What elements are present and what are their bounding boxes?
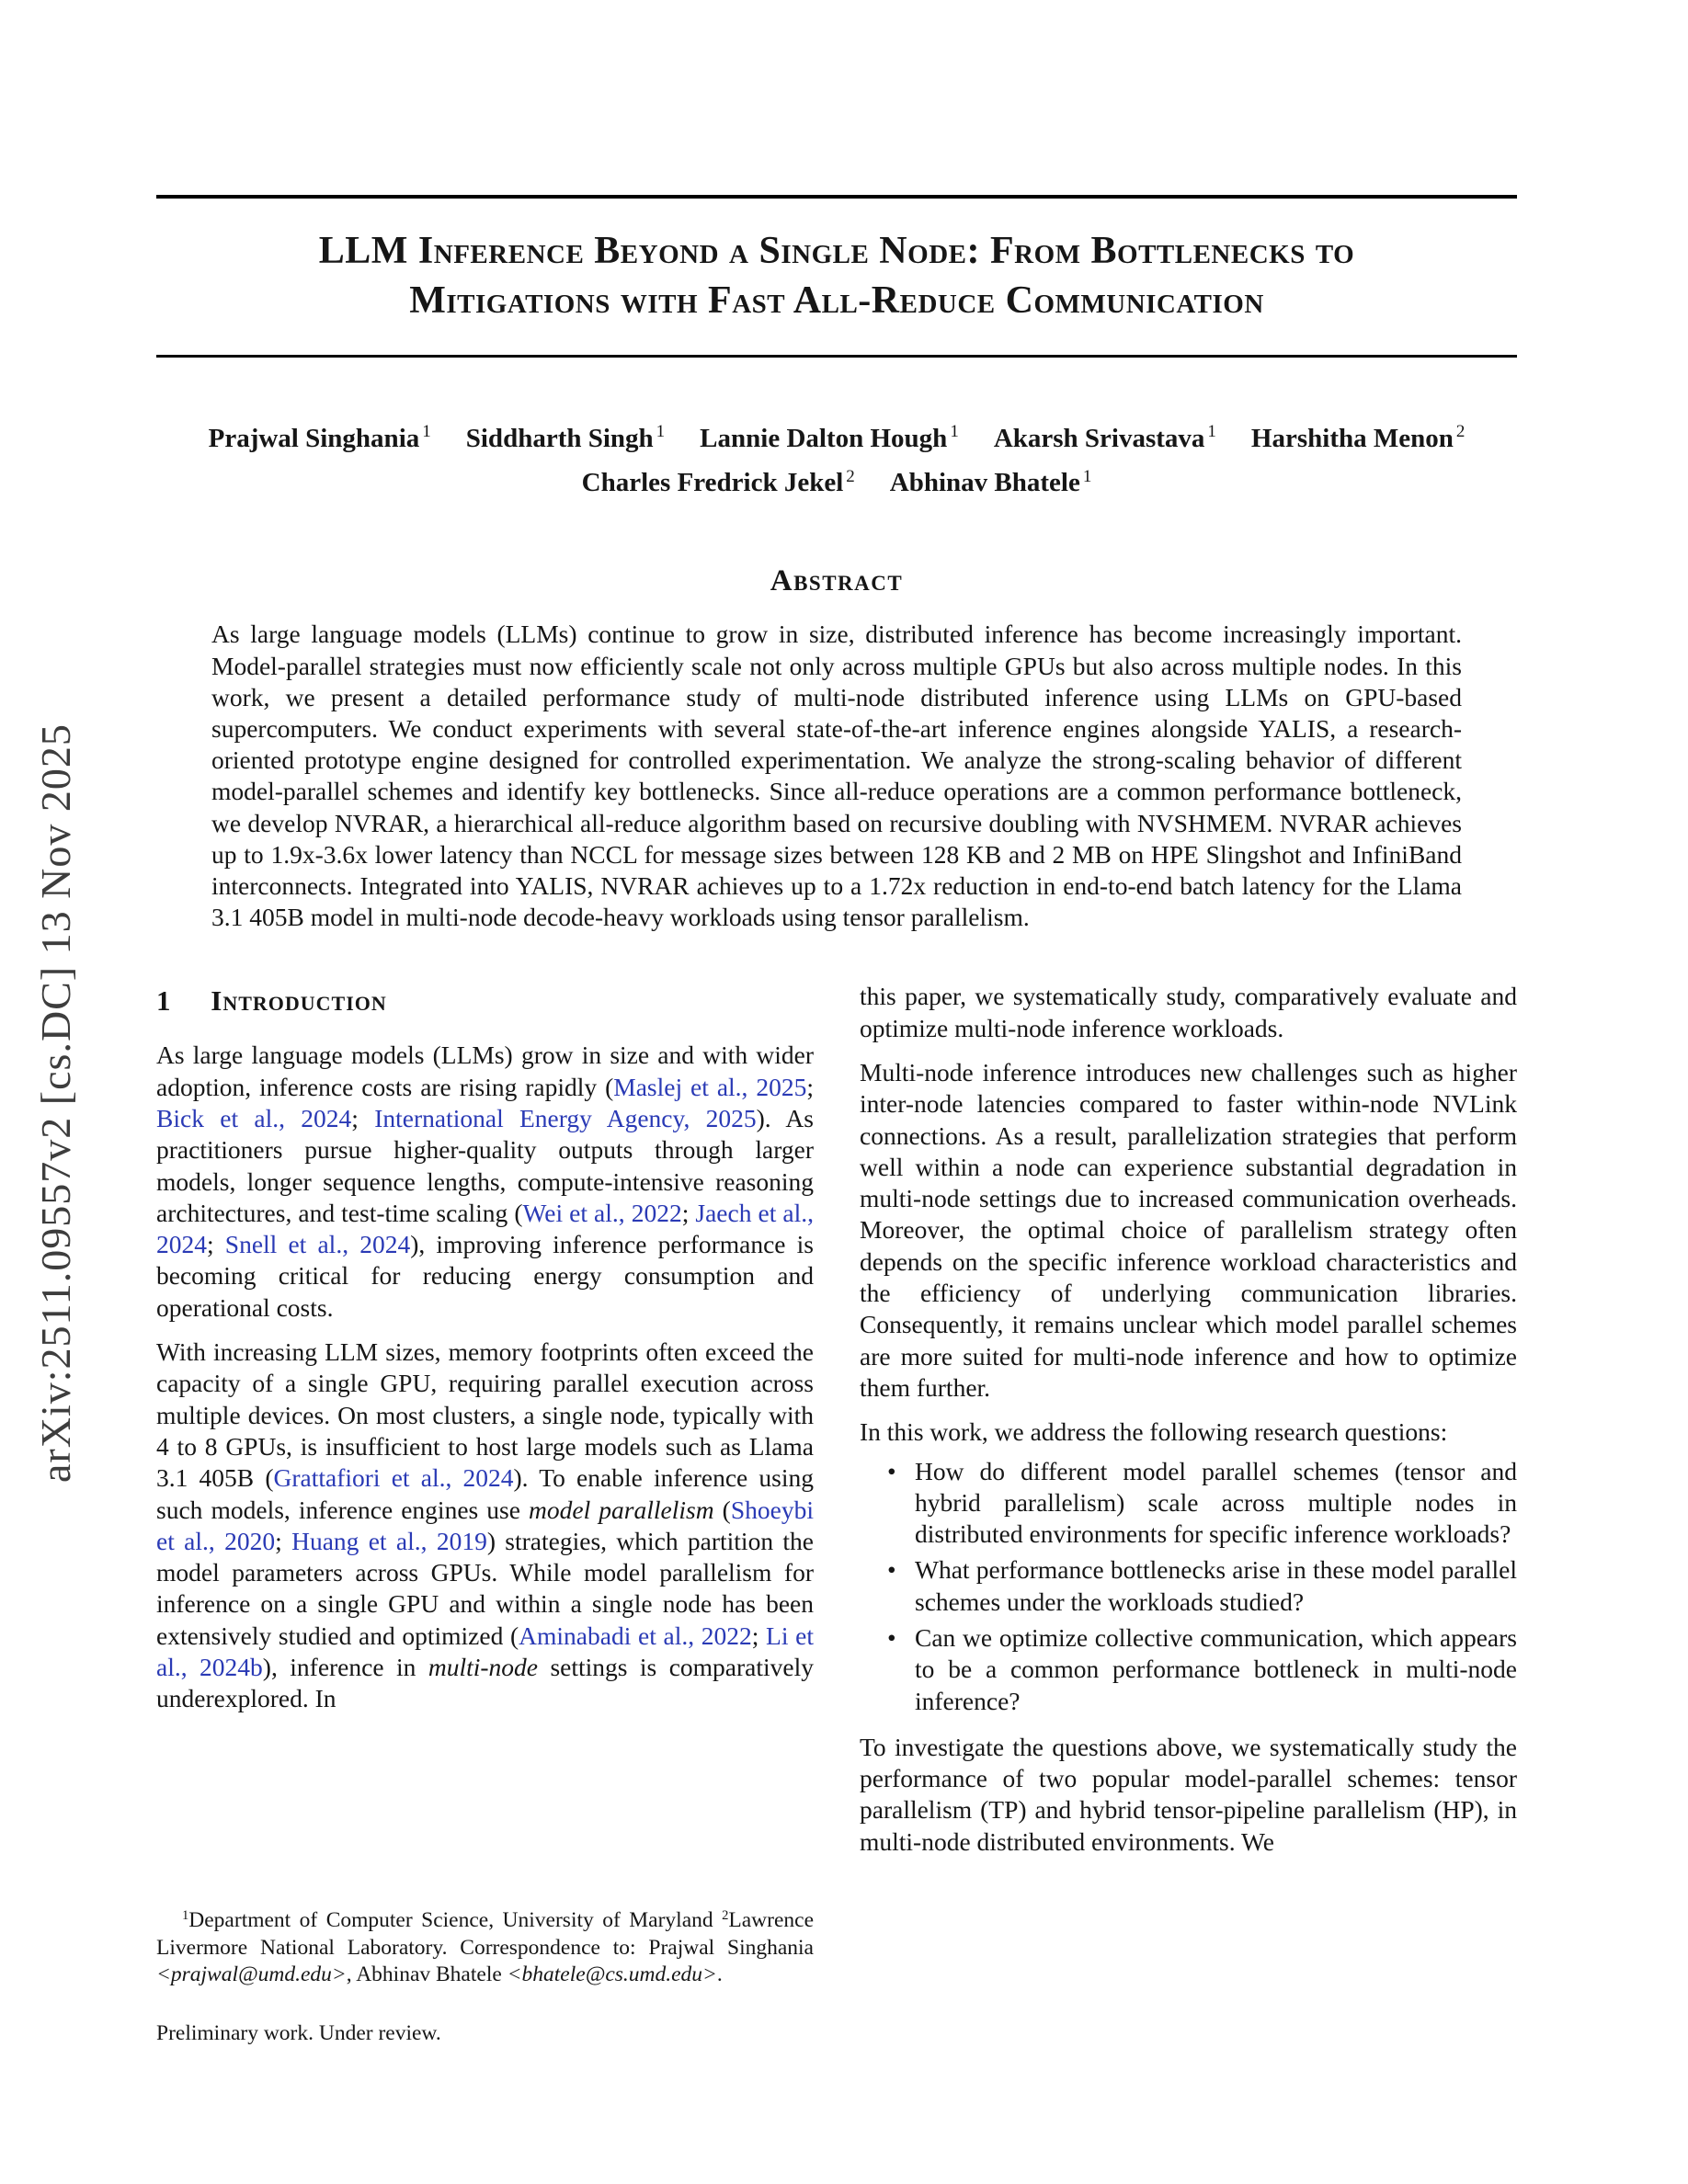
footnote-block bbox=[156, 1884, 814, 2047]
text-segment: Lawrence Livermore National Laboratory. Correspondence to: Prajwal Singhania bbox=[156, 1908, 814, 1960]
emphasis-text: multi-node bbox=[428, 1652, 538, 1681]
section-heading-introduction bbox=[156, 984, 814, 1018]
author-name: Siddharth Singh $^1$ bbox=[465, 422, 666, 453]
research-question-2: • What performance bottlenecks arise in these model parallel schemes under the workloads studied? bbox=[880, 1554, 1517, 1618]
two-column-body bbox=[156, 981, 1517, 2047]
text-segment: ( bbox=[713, 1495, 731, 1524]
text-segment: ; bbox=[275, 1526, 292, 1555]
intro-paragraph-6: To investigate the questions above, we systematically study the performance of two popular model-parallel schemes: tensor parallelism (TP) and hybrid tensor-pipeline parallelism (HP), in multi-node distributed environments. We bbox=[860, 1732, 1517, 1856]
text-segment: With increasing LLM sizes, memory footprints often exceed the capacity of a single GPU, requiring parallel execution across multiple devices. On most clusters, a single node, typically with 4 to 8 GPUs, is insufficient to host large models such as Llama 3.1 405B ( bbox=[156, 1337, 814, 1493]
text-segment: settings is comparatively underexplored. In bbox=[156, 1652, 814, 1713]
text-segment: ) strategies, which partition the model parameters across GPUs. While model parallelism for inference on a single GPU and within a single node has been extensively studied and optimized ( bbox=[156, 1526, 814, 1650]
emphasis-text: <prajwal@umd.edu> bbox=[156, 1962, 347, 1987]
citation-link[interactable]: Huang et al., 2019 bbox=[291, 1526, 487, 1555]
author-affiliation-marker: 1 bbox=[1082, 466, 1092, 486]
text-segment: , Abhinav Bhatele bbox=[346, 1962, 508, 1987]
author-affiliation-marker: 1 bbox=[950, 422, 959, 441]
citation-link[interactable]: International Energy Agency, 2025 bbox=[374, 1103, 757, 1132]
citation-link[interactable]: Wei et al., 2022 bbox=[522, 1198, 682, 1227]
citation-link[interactable]: Maslej et al., 2025 bbox=[613, 1072, 807, 1101]
emphasis-text: <bhatele@cs.umd.edu> bbox=[507, 1962, 717, 1987]
paper-content bbox=[156, 0, 1517, 2047]
abstract-heading: Abstract bbox=[770, 564, 904, 598]
research-question-1: • How do different model parallel schemes (tensor and hybrid parallelism) scale across multiple nodes in distributed environments for specific inference workloads? bbox=[880, 1456, 1517, 1551]
author-affiliation-marker: 2 bbox=[1455, 422, 1466, 441]
citation-link[interactable]: Snell et al., 2024 bbox=[224, 1230, 411, 1259]
intro-paragraph-5: In this work, we address the following research questions: bbox=[860, 1417, 1448, 1447]
paper-title-line1: LLM Inference Beyond a Single Node: From Bottlenecks to bbox=[318, 230, 1355, 272]
text-segment: Department of Computer Science, University of Maryland bbox=[188, 1908, 723, 1933]
author-affiliation-marker: 1 bbox=[1207, 422, 1216, 441]
intro-paragraph-4: Multi-node inference introduces new challenges such as higher inter-node latencies compared to faster within-node NVLink connections. As a result, parallelization strategies that perform well within a node can experience substantial degradation in multi-node settings due to increased communication overheads. Moreover, the optimal choice of parallelism strategy often depends on the specific inference workload characteristics and the efficiency of underlying communication libraries. Consequently, it remains unclear which model parallel schemes are more suited for multi-node inference and how to optimize them further. bbox=[860, 1057, 1517, 1402]
arxiv-watermark: arXiv:2511.09557v2 [cs.DC] 13 Nov 2025 bbox=[32, 723, 79, 1483]
text-segment: ). As practitioners pursue higher-quality outputs through larger models, longer sequence lengths, compute-intensive reasoning architectures, and test-time scaling ( bbox=[156, 1103, 814, 1227]
title-rule-bottom bbox=[156, 355, 1517, 358]
emphasis-text: model parallelism bbox=[529, 1495, 714, 1524]
research-question-3: • Can we optimize collective communication, which appears to be a common performance bottleneck in multi-node inference? bbox=[880, 1622, 1517, 1717]
intro-paragraph-3: this paper, we systematically study, comparatively evaluate and optimize multi-node inference workloads. bbox=[860, 982, 1517, 1042]
citation-link[interactable]: Jaech et al., 2024 bbox=[156, 1198, 814, 1259]
intro-paragraph-2 bbox=[156, 1337, 814, 1715]
preliminary-note: Preliminary work. Under review. bbox=[156, 2020, 441, 2045]
citation-link[interactable]: Aminabadi et al., 2022 bbox=[519, 1621, 752, 1650]
paper-title bbox=[156, 226, 1517, 325]
text-segment: ), inference in bbox=[262, 1652, 428, 1681]
author-row-1 bbox=[156, 413, 1517, 458]
section-title: Introduction bbox=[211, 984, 387, 1018]
citation-link[interactable]: Li et al., 2024b bbox=[156, 1621, 814, 1681]
text-segment: ). To enable inference using such models, inference engines use bbox=[156, 1463, 815, 1524]
text-segment: ; bbox=[681, 1198, 696, 1227]
text-segment: ; bbox=[806, 1072, 814, 1101]
citation-link[interactable]: Grattafiori et al., 2024 bbox=[273, 1463, 514, 1493]
text-segment: ; bbox=[351, 1103, 375, 1132]
intro-paragraph-1 bbox=[156, 1040, 814, 1324]
citation-link[interactable]: Bick et al., 2024 bbox=[156, 1103, 352, 1132]
text-segment: ; bbox=[751, 1621, 767, 1650]
abstract-text: As large language models (LLMs) continue to grow in size, distributed inference has become increasingly important. Model-parallel strategies must now efficiently scale not only across multiple GPUs but also across multiple nodes. In this work, we present a detailed performance study of multi-node distributed inference using LLMs on GPU-based supercomputers. We conduct experiments with several state-of-the-art inference engines alongside YALIS, a research-oriented prototype engine designed for controlled experimentation. We analyze the strong-scaling behavior of different model-parallel schemes and identify key bottlenecks. Since all-reduce operations are a common performance bottleneck, we develop NVRAR, a hierarchical all-reduce algorithm based on recursive doubling with NVSHMEM. NVRAR achieves up to 1.9x-3.6x lower latency than NCCL for message sizes between 128 KB and 2 MB on HPE Slingshot and InfiniBand interconnects. Integrated into YALIS, NVRAR achieves up to a 1.72x reduction in end-to-end batch latency for the Llama 3.1 405B model in multi-node decode-heavy workloads using tensor parallelism. bbox=[211, 620, 1462, 932]
citation-link[interactable]: Shoeybi et al., 2020 bbox=[156, 1495, 814, 1555]
author-name: Abhinav Bhatele $^1$ bbox=[889, 466, 1092, 498]
superscript-marker: 1 bbox=[182, 1908, 189, 1924]
author-affiliation-marker: 2 bbox=[846, 466, 855, 486]
text-segment: . bbox=[716, 1962, 723, 1987]
paper-title-line2: Mitigations with Fast All-Reduce Communication bbox=[409, 279, 1264, 322]
author-list bbox=[156, 413, 1517, 502]
author-affiliation-marker: 1 bbox=[422, 422, 431, 441]
text-segment: ), improving inference performance is becoming critical for reducing energy consumption and operational costs. bbox=[156, 1230, 815, 1322]
research-questions-list bbox=[860, 1456, 1517, 1717]
left-column bbox=[156, 981, 814, 2047]
author-name: Akarsh Srivastava $^1$ bbox=[993, 422, 1216, 453]
author-name: Harshitha Menon $^2$ bbox=[1250, 422, 1466, 453]
author-affiliation-marker: 1 bbox=[656, 422, 666, 441]
superscript-marker: 2 bbox=[722, 1908, 729, 1924]
author-row-2 bbox=[156, 458, 1517, 503]
author-name: Charles Fredrick Jekel $^2$ bbox=[581, 466, 855, 498]
author-name: Lannie Dalton Hough $^1$ bbox=[700, 422, 959, 453]
right-column bbox=[860, 981, 1517, 2047]
title-rule-top bbox=[156, 195, 1517, 199]
author-name: Prajwal Singhania $^1$ bbox=[208, 422, 431, 453]
text-segment: As large language models (LLMs) grow in size and with wider adoption, inference costs are rising rapidly ( bbox=[156, 1041, 814, 1101]
text-segment: ; bbox=[207, 1230, 225, 1259]
section-number: 1 bbox=[156, 984, 171, 1018]
affiliation-footnote bbox=[156, 1903, 814, 1989]
